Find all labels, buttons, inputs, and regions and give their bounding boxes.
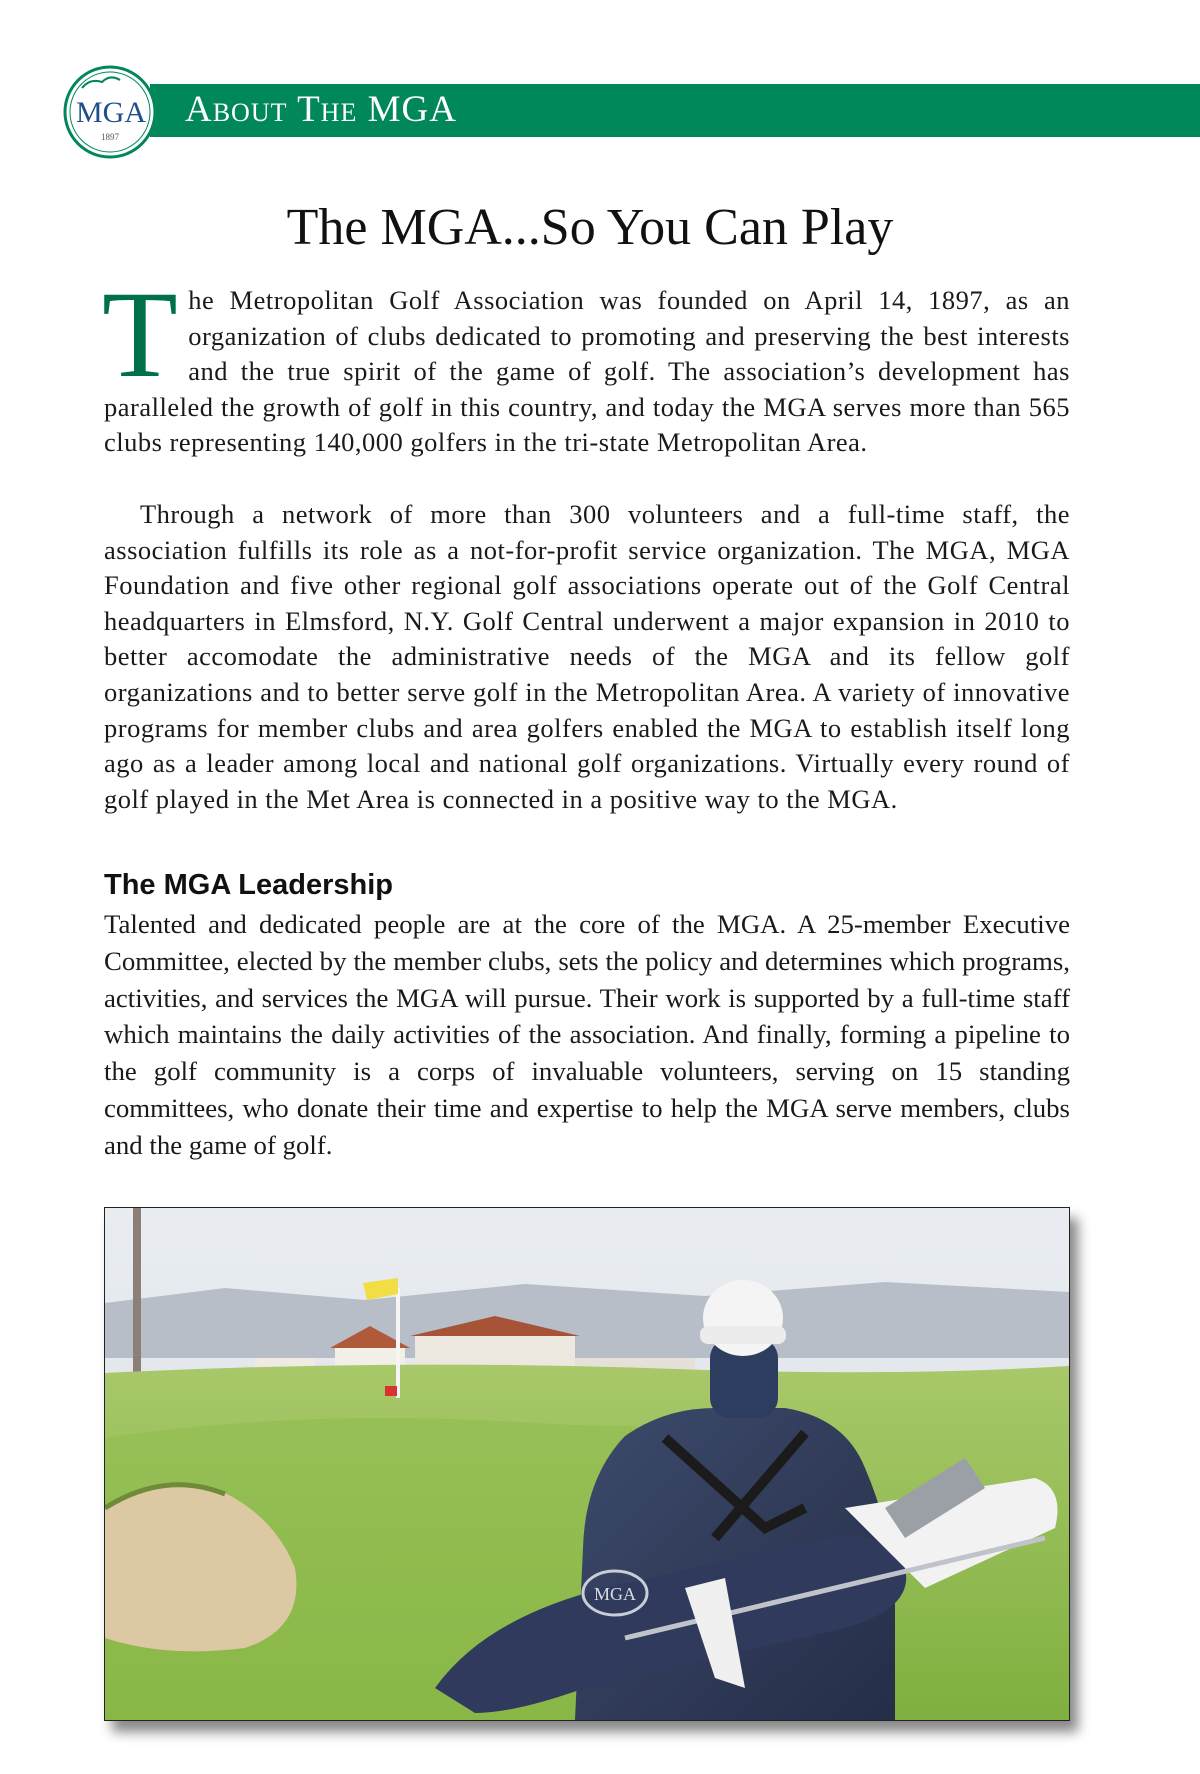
golfer-photo — [104, 1207, 1070, 1721]
section-title: About The MGA — [185, 89, 457, 130]
logo-text: MGA — [75, 96, 147, 129]
page-title: The MGA...So You Can Play — [286, 199, 894, 256]
intro-paragraph-1 — [102, 266, 1070, 461]
logo-year: 1897 — [101, 132, 119, 142]
intro-paragraph-1-text: he Metropolitan Golf Association was founded on April 14, 1897, as an organization of clubs dedicated to promoting and preserving the best interests and the true spirit of the game of golf. The association’s development has paralleled the growth of golf in this country, and today the MGA serves more than 565 clubs representing 140,000 golfers in the tri-state Metropolitan Area. — [104, 285, 1070, 458]
leadership-paragraph: Talented and dedicated people are at the core of the MGA. A 25-member Executive Committee, elected by the member clubs, sets the policy and determines which programs, activities, and services the MGA will pursue. Their work is supported by a full-time staff which maintains the daily activities of the association. And finally, forming a pipeline to the golf community is a corps of invaluable volunteers, serving on 15 standing committees, who donate their time and expertise to help the MGA serve members, clubs and the game of golf. — [104, 909, 1070, 1160]
bag-logo-text: MGA — [593, 1584, 637, 1604]
leadership-heading: The MGA Leadership — [104, 869, 393, 901]
mga-logo — [60, 60, 172, 160]
intro-paragraph-2: Through a network of more than 300 volunteers and a full-time staff, the association fulfills its role as a not-for-profit service organization. The MGA, MGA Foundation and five other regional golf associations operate out of the Golf Central headquarters in Elmsford, N.Y. Golf Central underwent a major expansion in 2010 to better accomodate the administrative needs of the MGA and its fellow golf organizations and to better serve golf in the Metropolitan Area. A variety of innovative programs for member clubs and area golfers enabled the MGA to establish itself long ago as a leader among local and national golf organizations. Virtually every round of golf played in the Met Area is connected in a positive way to the MGA. — [104, 499, 1070, 814]
drop-cap: T — [102, 266, 179, 403]
